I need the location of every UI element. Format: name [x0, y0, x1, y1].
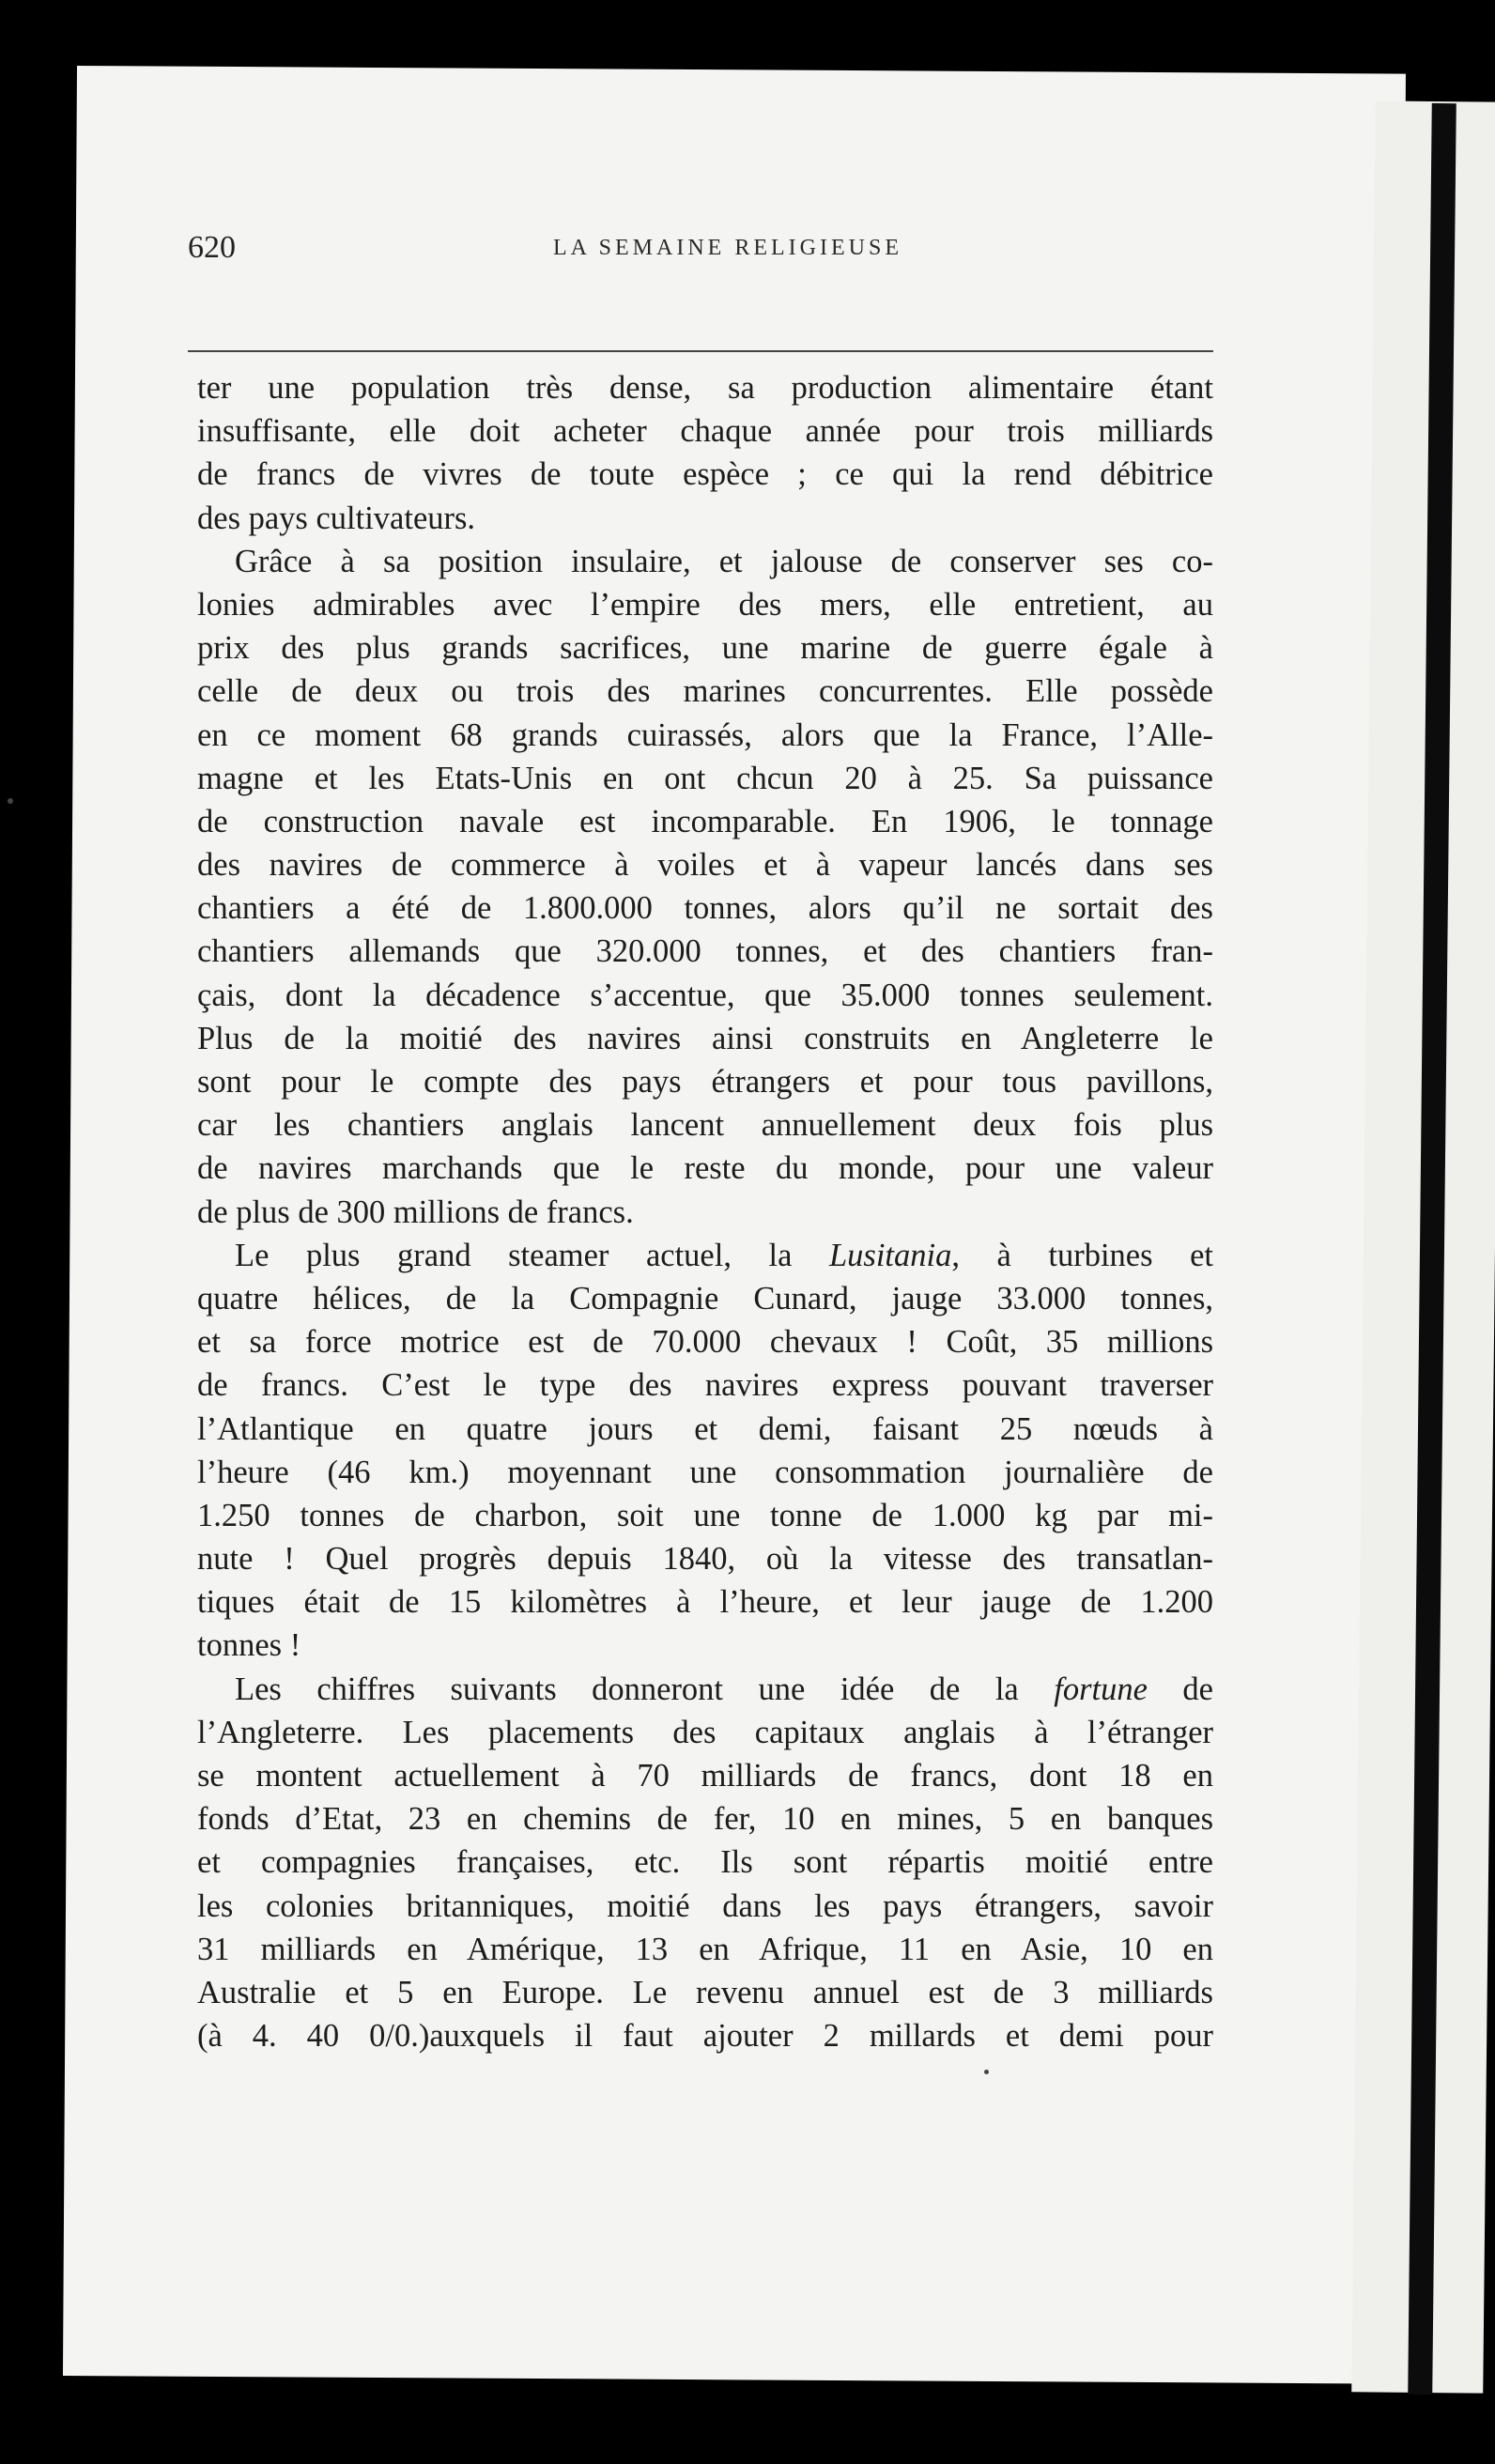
text-line: l’Atlantique en quatre jours et demi, faisant 25 nœuds à — [197, 1410, 1213, 1447]
scan-speck — [8, 798, 13, 804]
text-line: Plus de la moitié des navires ainsi construits en Angleterre le — [197, 1020, 1213, 1056]
text-line: (à 4. 40 0/0.)auxquels il faut ajouter 2 millards et demi pour — [197, 2018, 1213, 2055]
running-title: LA SEMAINE RELIGIEUSE — [553, 236, 902, 260]
text-line: 1.250 tonnes de charbon, soit une tonne de 1.000 kg par mi- — [197, 1497, 1213, 1533]
text-line: Grâce à sa position insulaire, et jalouse de conserver ses co- — [235, 543, 1213, 579]
text-line: chantiers a été de 1.800.000 tonnes, alors qu’il ne sortait des — [197, 890, 1213, 927]
text-line: des pays cultivateurs. — [197, 500, 476, 536]
text-line: prix des plus grands sacrifices, une marine de guerre égale à — [197, 630, 1213, 667]
text-line: de plus de 300 millions de francs. — [197, 1194, 634, 1230]
text-line: car les chantiers anglais lancent annuellement deux fois plus — [197, 1107, 1213, 1144]
text-line: de francs de vivres de toute espèce ; ce qui la rend débitrice — [197, 456, 1213, 493]
text-line: tonnes ! — [197, 1627, 301, 1664]
paragraph — [197, 540, 1213, 1234]
text-line: en ce moment 68 grands cuirassés, alors que la France, l’Alle- — [197, 716, 1213, 753]
text-line: de construction navale est incomparable. En 1906, le tonnage — [197, 803, 1213, 839]
text-line: sont pour le compte des pays étrangers et pour tous pavillons, — [197, 1064, 1213, 1100]
text-line: Le plus grand steamer actuel, la Lusitania, à turbines et — [235, 1237, 1214, 1273]
text-line: l’heure (46 km.) moyennant une consommation journalière de — [197, 1454, 1213, 1490]
text-line: insuffisante, elle doit acheter chaque année pour trois milliards — [197, 413, 1213, 450]
text-line: de francs. C’est le type des navires express pouvant traverser — [197, 1367, 1213, 1404]
text-line: Australie et 5 en Europe. Le revenu annuel est de 3 milliards — [197, 1974, 1213, 2010]
text-line: lonies admirables avec l’empire des mers, elle entretient, au — [197, 586, 1213, 623]
text-line: Les chiffres suivants donneront une idée de la fortune de — [235, 1671, 1213, 1707]
text-line: 31 milliards en Amérique, 13 en Afrique, 11 en Asie, 10 en — [197, 1931, 1213, 1967]
header-rule — [188, 350, 1213, 352]
ink-speck — [984, 2070, 989, 2074]
text-line: et compagnies françaises, etc. Ils sont répartis moitié entre — [197, 1844, 1213, 1881]
text-line: magne et les Etats-Unis en ont chcun 20 à 25. Sa puissance — [197, 760, 1213, 796]
text-line: çais, dont la décadence s’accentue, que 35.000 tonnes seulement. — [197, 977, 1213, 1013]
text-line: quatre hélices, de la Compagnie Cunard, jauge 33.000 tonnes, — [197, 1280, 1213, 1317]
text-line: celle de deux ou trois des marines concurrentes. Elle possède — [197, 673, 1213, 710]
page-number: 620 — [188, 230, 236, 265]
page-header — [188, 230, 1211, 277]
text-line: fonds d’Etat, 23 en chemins de fer, 10 en mines, 5 en banques — [197, 1801, 1213, 1838]
paragraph — [197, 1234, 1213, 1668]
text-line: se montent actuellement à 70 milliards de francs, dont 18 en — [197, 1758, 1213, 1794]
text-line: l’Angleterre. Les placements des capitaux anglais à l’étranger — [197, 1714, 1213, 1750]
text-line: tiques était de 15 kilomètres à l’heure, et leur jauge de 1.200 — [197, 1584, 1213, 1621]
text-line: les colonies britanniques, moitié dans les pays étrangers, savoir — [197, 1887, 1213, 1924]
paragraph — [197, 1668, 1213, 2058]
text-line: des navires de commerce à voiles et à vapeur lancés dans ses — [197, 847, 1213, 884]
text-line: de navires marchands que le reste du monde, pour une valeur — [197, 1150, 1213, 1187]
text-line: nute ! Quel progrès depuis 1840, où la vitesse des transatlan- — [197, 1541, 1213, 1578]
text-line: chantiers allemands que 320.000 tonnes, et des chantiers fran- — [197, 933, 1213, 970]
paragraph — [197, 366, 1213, 540]
text-line: ter une population très dense, sa production alimentaire étant — [197, 370, 1213, 406]
text-line: et sa force motrice est de 70.000 chevaux ! Coût, 35 millions — [197, 1324, 1213, 1361]
body-text — [197, 366, 1213, 2057]
